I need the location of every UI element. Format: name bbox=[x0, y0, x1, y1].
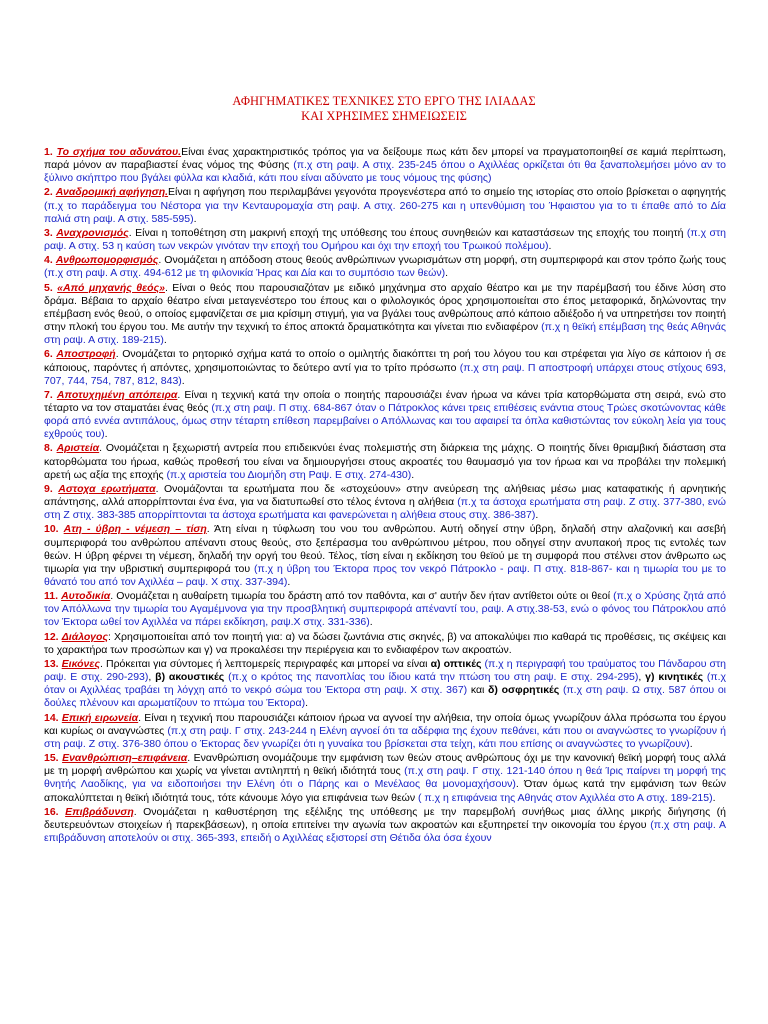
glossary-entry bbox=[44, 590, 726, 629]
entry-term: Αναδρομική αφήγηση. bbox=[55, 186, 169, 199]
entry-number: 6. bbox=[44, 348, 53, 361]
example-reference: (π.χ στη ραψ. Α στιχ. 494-612 με τη φιλονικία Ήρας και Δία και το συμπόσιο των θεών) bbox=[44, 267, 446, 280]
entry-term: Αυτοδικία bbox=[61, 590, 111, 603]
entry-term: Αποστροφή bbox=[56, 348, 116, 361]
entry-text: . Ονομάζεται το ρητορικό σχήμα κατά το οποίο ο ομιλητής διακόπτει τη ροή του λόγου του και στρέφεται για λίγο σε κάποιον ή σε κάποιους, παρόντες ή απόντες, χρησιμοποιώντας το δεύτερο αντί για το τρίτο πρόσωπο bbox=[44, 348, 726, 374]
example-reference: (π.χ η ύβρη του Έκτορα προς τον νεκρό Πάτροκλο - ραψ. Π στιχ. 818-867- και η τιμωρία του με το θάνατό του από τον Αχιλλέα – ραψ. Χ στιχ. 337-394) bbox=[44, 562, 726, 588]
entry-text: . bbox=[411, 468, 415, 481]
entry-term: Εικόνες bbox=[61, 657, 101, 670]
glossary-entry bbox=[44, 712, 726, 751]
example-reference: (π.χ η περιγραφή του τραύματος του Πάνδαρου στη ραψ. Ε στιχ. 290-293) bbox=[44, 657, 727, 684]
entry-text: . Άτη είναι η τύφλωση του νου του ανθρώπου. Αυτή οδηγεί στην ύβρη, δηλαδή στην αλαζονική και ασεβή συμπεριφορά του ανθρώπου απέναντι στους θεούς, στο ξεπέρασμα του ανθρώπινου μέτρου, που οδηγεί στην ανυπακοή προς τις εντολές των θεών. Η ύβρη φέρνει τη νέμεση, δηλαδή την οργή του θεού. Τέλος, τίση είναι η εκδίκηση του θεϊού με τη συμφορά που στέλνει στον άνθρωπο ως τιμωρία για την υβριστική συμπεριφορά του bbox=[44, 523, 726, 575]
entry-text: . Είναι η τεχνική κατά την οποία ο ποιητής παρουσιάζει έναν ήρωα να κάνει τρία κατορθώματα στη σειρά, ενώ στο τέταρτο να τον σταματάει ένας θεός bbox=[44, 388, 726, 414]
entry-text: . bbox=[163, 334, 167, 347]
entry-text: . Ονομάζονται τα ερωτήματα που δε «στοχεύουν» στην ανεύρεση της αλήθειας μέσω μιας καταφατικής ή αρνητικής απάντησης, αλλά απορρίπτονται ένα ένα, για να διατυπωθεί στο τέλος έντονα η αλήθεια bbox=[44, 482, 727, 509]
entry-number: 16. bbox=[44, 805, 59, 818]
glossary-entry bbox=[44, 146, 726, 185]
entry-text: . Όταν όμως κατά την εμφάνιση των θεών αποκαλύπτεται η θεϊκή ιδιότητά τους, τότε κάνουμε λόγο για επιφάνεια των θεών bbox=[44, 778, 726, 804]
entry-text: . bbox=[689, 737, 693, 750]
entry-text: . Ονομάζεται η ξεχωριστή αντρεία που επιδεικνύει ένας πολεμιστής στη διάρκεια της μάχης. Ο ποιητής δίνει θριαμβική διάσταση στα κατορθώματα του ήρωα, καθώς προθεσή του είναι να δημιουργήσει στους ακροατές του θαυμασμό για τον ήρωα και να προβάλει την πολεμική αρετή ως αξία της εποχής bbox=[44, 442, 726, 481]
entry-text: . Πρόκειται για σύντομες ή λεπτομερείς περιγραφές και μπορεί να είναι bbox=[100, 657, 431, 670]
example-reference: (π.χ στη ραψ. Π αποστροφή υπάρχει στους στίχους 693, 707, 744, 754, 787, 812, 843) bbox=[44, 361, 726, 387]
entry-text: . Ονομάζεται η καθυστέρηση της εξέλιξης της υπόθεσης με την παρεμβολή συνήθως μιας άλλης μικρής διήγησης (ή δευτερευόντων στοιχείων ή παρεκβάσεων), η οποία επιτείνει την αγωνία των ακροατών και εξυπηρετεί την οικονομία του έργου bbox=[44, 805, 727, 831]
example-reference: (π.χ ο κρότος της πανοπλίας του ίδιου κατά την πτώση του στη ραψ. Ε στιχ. 294-295) bbox=[228, 671, 639, 684]
entry-text: : Χρησιμοποιείται από τον ποιητή για: α) να δώσει ζωντάνια στις σκηνές, β) να αποκαλύψει πιο καθαρά τις προθέσεις, τις σκέψεις και το χαρακτήρα των προσώπων και γ) να προκαλέσει την περιέργεια και το ενδιαφέρον των ακροατών. bbox=[44, 630, 726, 656]
entry-term: Αριστεία bbox=[56, 442, 100, 455]
entry-term: Επική ειρωνεία bbox=[61, 711, 139, 724]
entry-text: , bbox=[148, 671, 156, 684]
glossary-entry bbox=[44, 389, 726, 442]
example-reference: (π.χ η θεϊκή επέμβαση της θεάς Αθηνάς στη ραψ. Α στιχ. 189-215) bbox=[44, 321, 726, 347]
entry-text: . bbox=[181, 374, 185, 387]
entry-text: και bbox=[467, 684, 489, 697]
title-line-1: ΑΦΗΓΗΜΑΤΙΚΕΣ ΤΕΧΝΙΚΕΣ ΣΤΟ ΕΡΓΟ ΤΗΣ ΙΛΙΑΔΑΣ bbox=[232, 94, 536, 108]
entry-term: Το σχήμα του αδυνάτου. bbox=[56, 146, 182, 158]
entry-text: , bbox=[638, 671, 646, 684]
entry-number: 14. bbox=[44, 711, 59, 724]
entry-number: 13. bbox=[44, 657, 59, 670]
entry-number: 15. bbox=[44, 752, 59, 765]
glossary-entry bbox=[44, 348, 726, 387]
entry-text: . bbox=[548, 240, 552, 253]
glossary-entry bbox=[44, 442, 726, 481]
entry-text: . Είναι η τεχνική που παρουσιάζει κάποιον ήρωα να αγνοεί την αλήθεια, την οποία όμως γνωρίζουν άλλα πρόσωπα του έργου και κυρίως οι αναγνώστες bbox=[44, 711, 726, 737]
glossary-entry bbox=[44, 658, 726, 711]
entry-term: Ατη - ύβρη - νέμεση – τίση bbox=[63, 523, 207, 536]
entry-term: Διάλογος bbox=[61, 630, 108, 643]
glossary-entry bbox=[44, 282, 726, 348]
example-reference: (π.χ ο Χρύσης ζητά από τον Απόλλωνα την τιμωρία του Αγαμέμνονα για την προσβλητική συμπεριφορά απέναντί του, ραψ. Α στιχ.38-53, ενώ ο φόνος του Πάτροκλου από τον Έκτορα ωθεί τον Αχιλλέα να πάρει εκδίκηση, ραψ.Χ στιχ. 331-336) bbox=[44, 590, 726, 629]
example-reference: (π.χ όταν οι Αχιλλέας τραβάει τη λόγχη από το νεκρό σώμα του Έκτορα στη ραψ. Χ στιχ. 367) bbox=[44, 671, 727, 697]
entry-text: . bbox=[445, 267, 449, 280]
entry-term: Αποτυχημένη απόπειρα bbox=[56, 388, 178, 401]
entry-number: 4. bbox=[44, 254, 53, 267]
entry-text: . bbox=[287, 576, 291, 588]
entry-number: 12. bbox=[44, 630, 59, 643]
entry-text: Είναι ένας χαρακτηριστικός τρόπος για να δείξουμε πως κάτι δεν μπορεί να πραγματοποιηθεί σε καμιά περίπτωση, παρά μόνον αν παραβιαστεί ένας νόμος της Φύσης bbox=[44, 146, 726, 172]
entry-number: 7. bbox=[44, 388, 53, 401]
entry-text: . bbox=[193, 212, 197, 225]
entry-number: 1. bbox=[44, 146, 53, 158]
entry-text: . bbox=[104, 428, 108, 441]
entry-text: . bbox=[369, 616, 373, 629]
category-label: α) οπτικές bbox=[430, 657, 482, 670]
entry-number: 2. bbox=[44, 186, 53, 199]
entry-text: . bbox=[712, 791, 716, 804]
entry-term: Ανθρωπομορφισμός bbox=[55, 254, 159, 267]
category-label: δ) οσφρητικές bbox=[488, 684, 560, 697]
entry-text: . Ενανθρώπιση ονομάζουμε την εμφάνιση των θεών στους ανθρώπους όχι με την κανονική θεϊκή μορφή τους αλλά με τη μορφή ανθρώπου και χωρίς να γίνεται αντιληπτή η θεϊκή ιδιότητά τους bbox=[44, 752, 727, 778]
example-reference: (π.χ αριστεία του Διομήδη στη Ραψ. Ε στιχ. 274-430) bbox=[166, 468, 412, 481]
title-line-2: ΚΑΙ ΧΡΗΣΙΜΕΣ ΣΗΜΕΙΩΣΕΙΣ bbox=[301, 109, 467, 123]
example-reference: (π.χ στη ραψ. Α στιχ. 53 η καύση των νεκρών γινόταν την εποχή του Ομήρου και όχι την εποχή του Τρωικού πολέμου) bbox=[44, 226, 726, 253]
entry-text: . bbox=[305, 697, 308, 710]
entry-number: 9. bbox=[44, 482, 53, 495]
example-reference: (π.χ στη ραψ. Γ στιχ. 243-244 η Ελένη αγνοεί ότι τα αδέρφια της έχουν πεθάνει, κάτι που οι αναγνώστες το γνωρίζουν ή στη ραψ. Ζ στιχ. 376-380 όπου ο Έκτορας δεν γνωρίζει ότι η γυναίκα του βρίσκεται στα τείχη, κάτι που επίσης οι αναγνώστες το γνωρίζουν) bbox=[44, 724, 726, 750]
example-reference: (π.χ στη ραψ. Π στιχ. 684-867 όταν ο Πάτροκλος κάνει τρεις επιθέσεις ενάντια στους Τρώες σκοτώνοντας κάθε φορά από εννέα αντιπάλους, όμως στην τέταρτη επίθεση παρεμβαίνει ο Απόλλωνας και του αφαιρεί τα όπλα καθιστώντας τον εύκολη λεία για τους εχθρούς του) bbox=[44, 401, 726, 441]
example-reference: (π.χ το παράδειγμα του Νέστορα για την Κενταυρομαχία στη ραψ. Α στιχ. 260-275 και η υπενθύμιση του Ήφαιστου για το τι έπαθε από το Δία παλιά στη ραψ. Α στιχ. 585-595) bbox=[44, 199, 726, 225]
example-reference: (π.χ στη ραψ. Α στιχ. 235-245 όπου ο Αχιλλέας ορκίζεται ότι θα ξαναπολεμήσει μόνο αν το ξύλινο σκήπτρο που βγάλει φύλλα και κλαδιά, κάτι που είναι αδύνατο με τους νόμους της φύσης) bbox=[44, 159, 726, 185]
entry-term: Ενανθρώπιση–επιφάνεια bbox=[62, 752, 188, 765]
entry-text: . Ονομάζεται η αυθαίρετη τιμωρία του δράστη από τον παθόντα, και σ' αυτήν δεν ήταν αντίθετοι ούτε οι θεοί bbox=[110, 590, 614, 603]
glossary-entry bbox=[44, 483, 726, 522]
entry-number: 5. bbox=[44, 281, 53, 294]
category-label: β) ακουστικές bbox=[155, 671, 225, 684]
entry-number: 11. bbox=[44, 590, 59, 603]
entry-text: . bbox=[535, 509, 539, 522]
entry-text: Είναι η αφήγηση που περιλαμβάνει γεγονότα προγενέστερα από το σημείο της ιστορίας στο οποίο βρίσκεται ο αφηγητής bbox=[168, 186, 726, 199]
example-reference: (π.χ τα άστοχα ερωτήματα στη ραψ. Ζ στιχ. 377-380, ενώ στη Ζ στιχ. 383-385 απορρίπτονται τα άστοχα ερωτήματα και φανερώνεται η αλήθεια στους στιχ. 386-387) bbox=[44, 496, 726, 522]
entry-number: 8. bbox=[44, 442, 53, 455]
glossary-entry bbox=[44, 752, 726, 805]
example-reference: (π.χ στη ραψ. Α επιβράδυνση αποτελούν οι στιχ. 365-393, επειδή ο Αχιλλέας εξιστορεί στη Θέτιδα όλα όσα έχουν bbox=[44, 818, 726, 844]
glossary-entry bbox=[44, 806, 726, 845]
glossary-entry bbox=[44, 186, 726, 225]
glossary-entry bbox=[44, 631, 726, 657]
example-reference: (π.χ στη ραψ. Ω στιχ. 587 όπου οι δούλες πλένουν και αρωματίζουν το πτώμα του Έκτορα) bbox=[44, 684, 727, 710]
entry-term: «Από μηχανής θεός» bbox=[57, 281, 165, 294]
entry-text: . Είναι ο θεός που παρουσιαζόταν με ειδικό μηχάνημα στο αρχαίο θέατρο και με την παρέμβασή του έδινε λύση στο δράμα. Βέβαια το αρχαίο θέατρο είναι μεταγενέστερο του έπους και ο φιλολογικός όρος χρησιμοποιείται στο έπος μεταφορικά, δηλώνοντας την επέμβαση ενός θεού, ο οποίος εμφανίζεται σε μια κρίσιμη στιγμή, για να βγάλει τους ανθρώπους από κάποιο αδιέξοδο ή να υπηρετήσει τον ποιητή στην πλοκή του έργου του. Με αυτήν την τεχνική το έπος αποκτά δραματικότητα και γίνεται πιο ενδιαφέρον bbox=[44, 281, 726, 334]
glossary-entry bbox=[44, 254, 726, 280]
entry-term: Επιβράδυνση bbox=[65, 805, 134, 818]
example-reference: ( π.χ η επιφάνεια της Αθηνάς στον Αχιλλέα στο Α στιχ. 189-215) bbox=[418, 791, 713, 804]
entry-text: . Ονομάζεται η απόδοση στους θεούς ανθρώπινων γνωρισμάτων στη μορφή, στη συμπεριφορά και στον τρόπο ζωής τους bbox=[158, 254, 727, 267]
category-label: γ) κινητικές bbox=[645, 671, 704, 684]
entry-term: Αστοχα ερωτήματα bbox=[58, 482, 156, 495]
entry-term: Αναχρονισμός bbox=[56, 226, 129, 239]
entry-text: . Είναι η τοποθέτηση στη μακρινή εποχή της υπόθεσης του έπους συνηθειών και καταστάσεων της εποχής του ποιητή bbox=[128, 226, 687, 239]
document-title bbox=[0, 94, 768, 124]
entry-number: 10. bbox=[44, 523, 59, 536]
entries-list bbox=[44, 146, 726, 846]
entry-number: 3. bbox=[44, 226, 53, 239]
example-reference: (π.χ στη ραψ. Γ στιχ. 121-140 όπου η θεά Ίρις παίρνει τη μορφή της θνητής Λαοδίκης, για να ειδοποιήσει την Ελένη ότι ο Πάρης και ο Μενέλαος θα μονομαχήσουν) bbox=[44, 765, 726, 791]
glossary-entry bbox=[44, 227, 726, 253]
glossary-entry bbox=[44, 523, 726, 589]
